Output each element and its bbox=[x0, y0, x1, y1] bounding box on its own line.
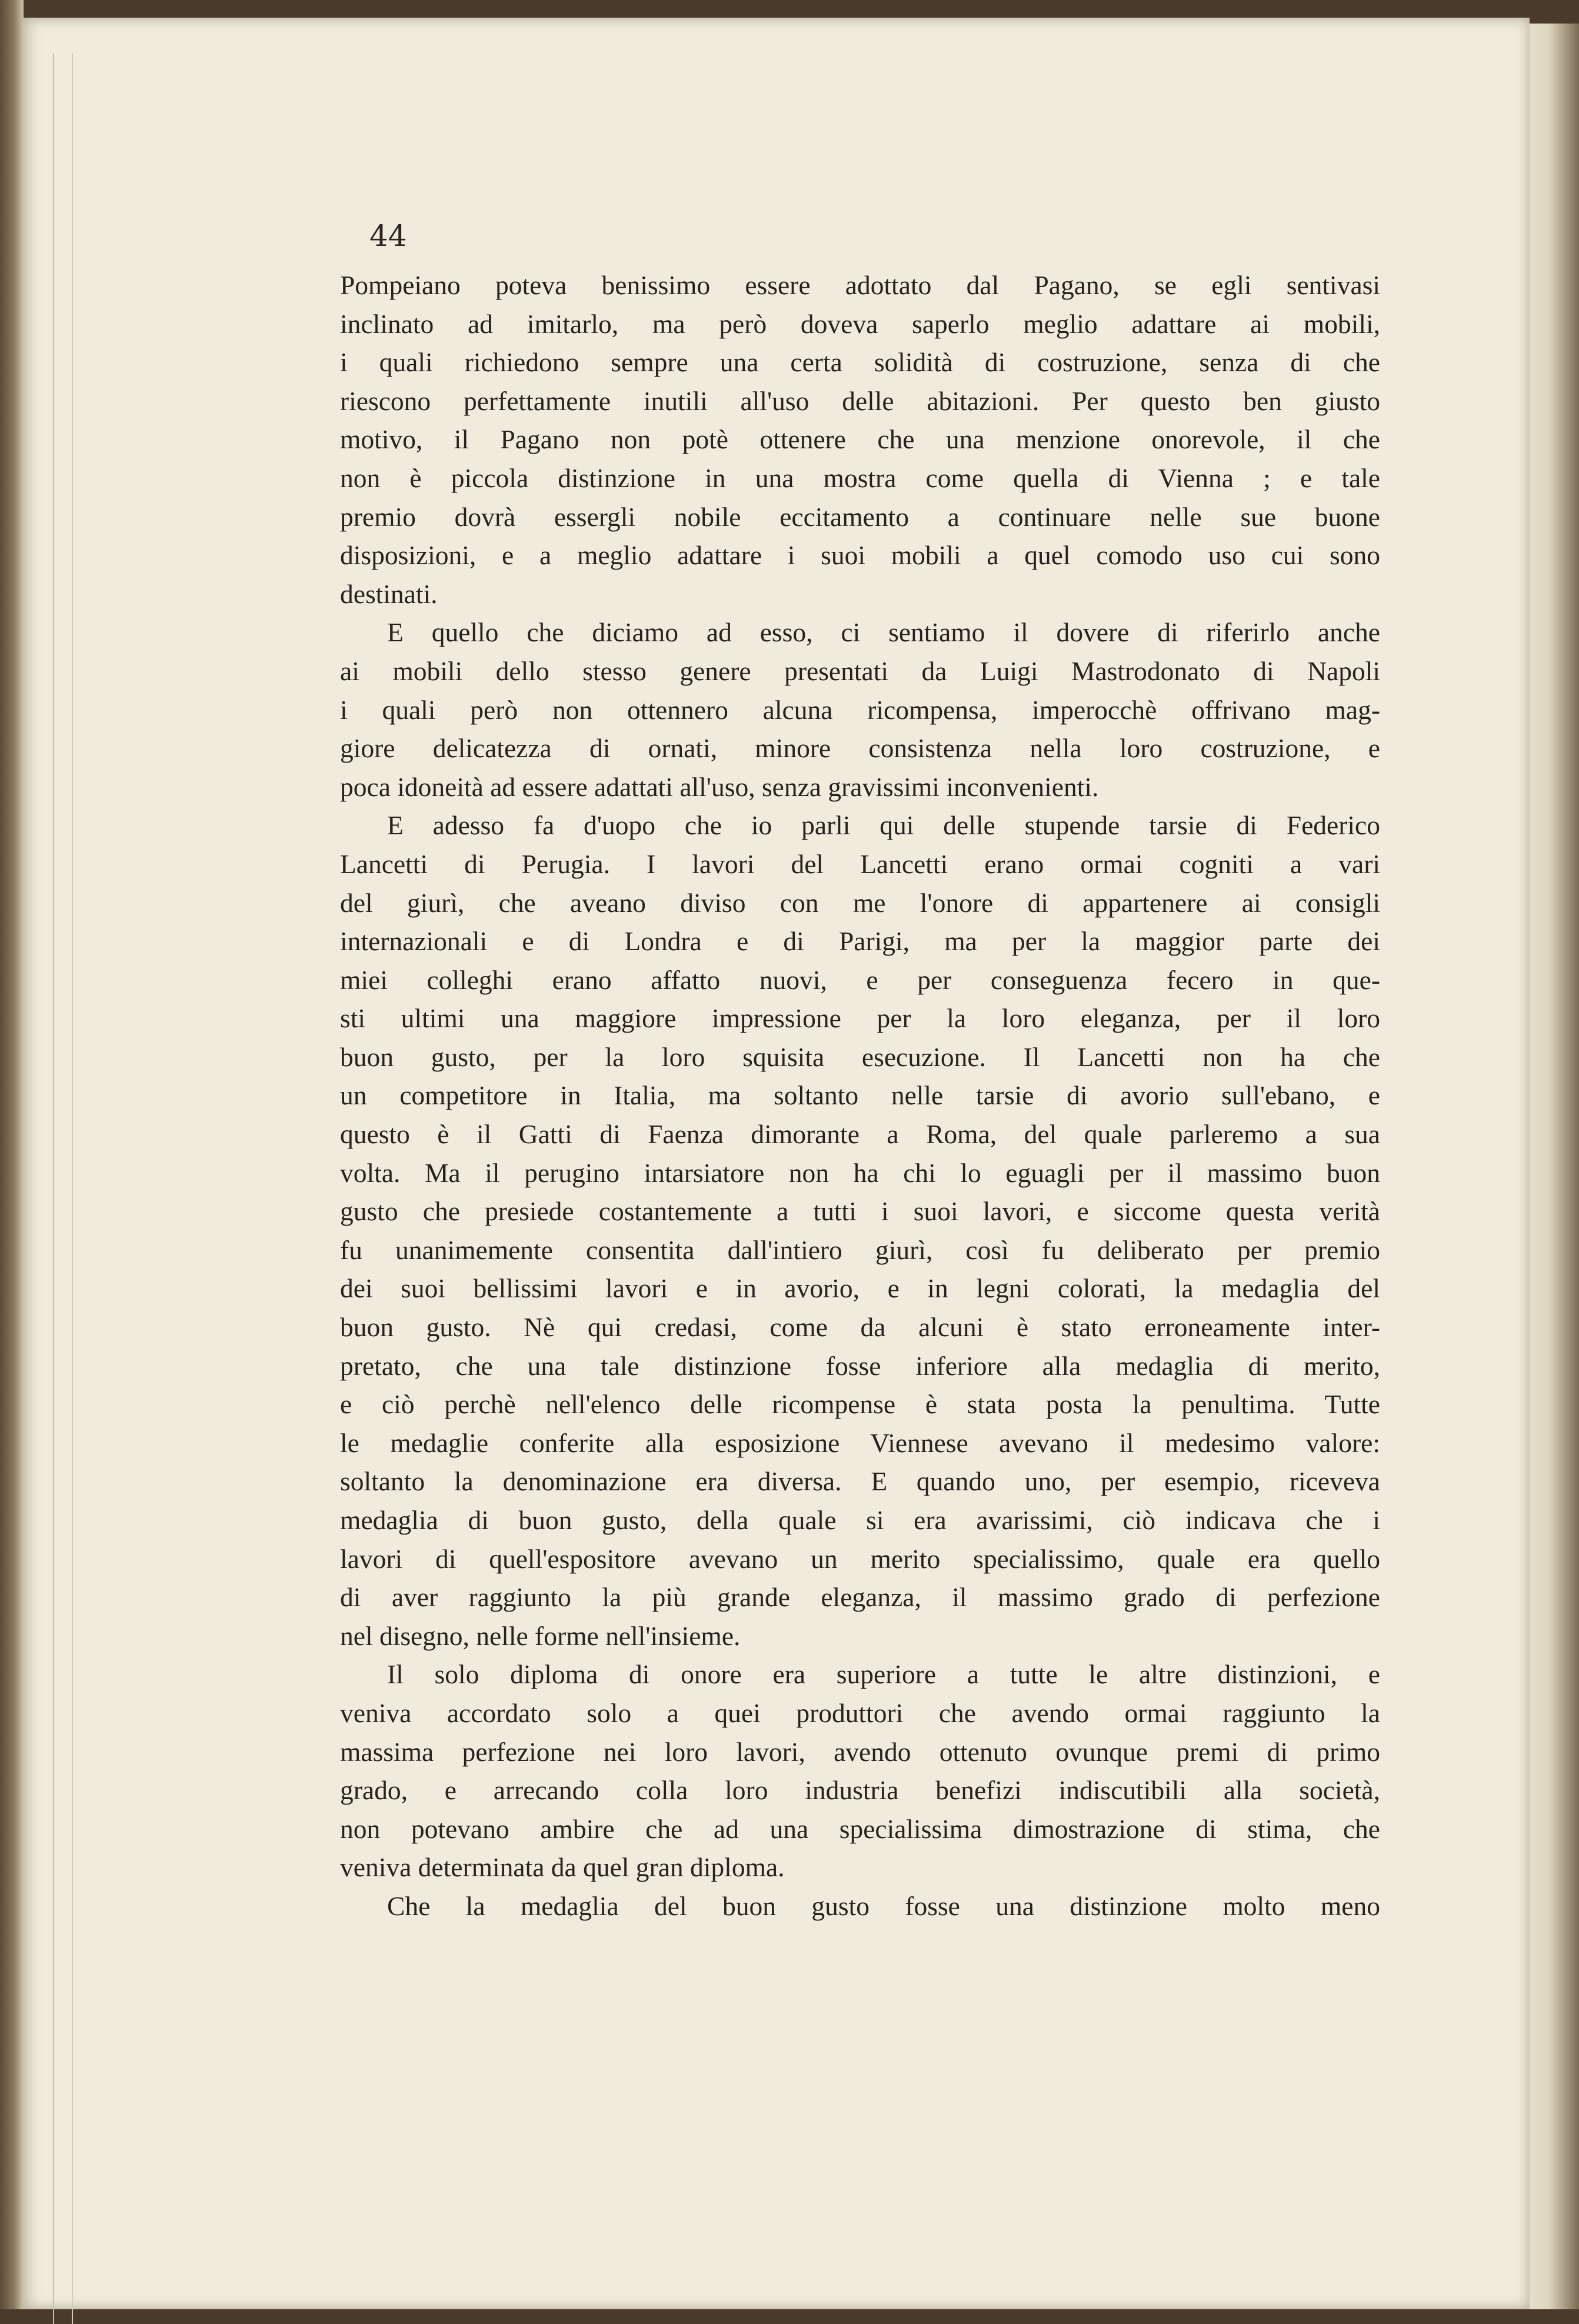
text-line: i quali però non ottennero alcuna ricompensa, imperocchè offrivano mag- bbox=[340, 694, 1380, 725]
text-line: fu unanimemente consentita dall'intiero giurì, così fu deliberato per premio bbox=[340, 1234, 1380, 1265]
text-line: disposizioni, e a meglio adattare i suoi mobili a quel comodo uso cui sono bbox=[340, 540, 1380, 571]
text-line: inclinato ad imitarlo, ma però doveva saperlo meglio adattare ai mobili, bbox=[340, 308, 1380, 339]
text-line: poca idoneità ad essere adattati all'uso, senza gravissimi inconvenienti. bbox=[340, 771, 1099, 802]
paragraph bbox=[340, 266, 1380, 613]
text-line: buon gusto, per la loro squisita esecuzione. Il Lancetti non ha che bbox=[340, 1041, 1380, 1072]
text-line: nel disegno, nelle forme nell'insieme. bbox=[340, 1620, 741, 1651]
paragraph bbox=[340, 806, 1380, 1655]
text-line: ai mobili dello stesso genere presentati da Luigi Mastrodonato di Napoli bbox=[340, 655, 1380, 686]
text-line: massima perfezione nei loro lavori, avendo ottenuto ovunque premi di primo bbox=[340, 1736, 1380, 1767]
binding-edge bbox=[53, 53, 73, 2324]
text-line: gusto che presiede costantemente a tutti i suoi lavori, e siccome questa verità bbox=[340, 1196, 1380, 1227]
text-line: del giurì, che aveano diviso con me l'onore di appartenere ai consigli bbox=[340, 887, 1380, 918]
paragraph bbox=[340, 613, 1380, 806]
text-line: veniva determinata da quel gran diploma. bbox=[340, 1852, 785, 1883]
underlying-page-edge bbox=[1530, 24, 1579, 2309]
text-line: sti ultimi una maggiore impressione per la loro eleganza, per il loro bbox=[340, 1003, 1380, 1034]
text-line: veniva accordato solo a quei produttori che avendo ormai raggiunto la bbox=[340, 1697, 1380, 1728]
page-number: 44 bbox=[369, 219, 407, 253]
text-line: medaglia di buon gusto, della quale si era avarissimi, ciò indicava che i bbox=[340, 1505, 1380, 1535]
text-line: non potevano ambire che ad una specialissima dimostrazione di stima, che bbox=[340, 1813, 1380, 1844]
text-line: E quello che diciamo ad esso, ci sentiamo il dovere di riferirlo anche bbox=[387, 617, 1380, 648]
text-line: pretato, che una tale distinzione fosse inferiore alla medaglia di merito, bbox=[340, 1350, 1380, 1381]
text-line: Pompeiano poteva benissimo essere adottato dal Pagano, se egli sentivasi bbox=[340, 270, 1380, 300]
text-line: i quali richiedono sempre una certa solidità di costruzione, senza di che bbox=[340, 347, 1380, 378]
text-line: e ciò perchè nell'elenco delle ricompense è stata posta la penultima. Tutte bbox=[340, 1389, 1380, 1420]
text-line: questo è il Gatti di Faenza dimorante a Roma, del quale parleremo a sua bbox=[340, 1119, 1380, 1150]
text-line: le medaglie conferite alla esposizione Viennese avevano il medesimo valore: bbox=[340, 1427, 1380, 1458]
paragraph bbox=[340, 1887, 1380, 1926]
text-line: un competitore in Italia, ma soltanto nelle tarsie di avorio sull'ebano, e bbox=[340, 1080, 1380, 1111]
text-line: E adesso fa d'uopo che io parli qui delle stupende tarsie di Federico bbox=[387, 810, 1380, 841]
text-line: motivo, il Pagano non potè ottenere che una menzione onorevole, il che bbox=[340, 424, 1380, 455]
text-line: buon gusto. Nè qui credasi, come da alcuni è stato erroneamente inter- bbox=[340, 1312, 1380, 1343]
text-line: Il solo diploma di onore era superiore a tutte le altre distinzioni, e bbox=[387, 1659, 1380, 1690]
text-line: riescono perfettamente inutili all'uso delle abitazioni. Per questo ben giusto bbox=[340, 385, 1380, 416]
text-line: grado, e arrecando colla loro industria benefizi indiscutibili alla società, bbox=[340, 1775, 1380, 1806]
text-line: giore delicatezza di ornati, minore consistenza nella loro costruzione, e bbox=[340, 733, 1380, 764]
text-line: lavori di quell'espositore avevano un merito specialissimo, quale era quello bbox=[340, 1543, 1380, 1574]
text-line: non è piccola distinzione in una mostra come quella di Vienna ; e tale bbox=[340, 462, 1380, 493]
text-line: volta. Ma il perugino intarsiatore non ha chi lo eguagli per il massimo buon bbox=[340, 1157, 1380, 1188]
text-line: premio dovrà essergli nobile eccitamento a continuare nelle sue buone bbox=[340, 501, 1380, 532]
text-line: destinati. bbox=[340, 578, 438, 609]
text-line: di aver raggiunto la più grande eleganza, il massimo grado di perfezione bbox=[340, 1582, 1380, 1613]
text-line: Lancetti di Perugia. I lavori del Lancetti erano ormai cogniti a vari bbox=[340, 848, 1380, 879]
text-line: Che la medaglia del buon gusto fosse una distinzione molto meno bbox=[387, 1890, 1380, 1921]
text-line: dei suoi bellissimi lavori e in avorio, e in legni colorati, la medaglia del bbox=[340, 1273, 1380, 1304]
paragraph bbox=[340, 1655, 1380, 1887]
text-line: internazionali e di Londra e di Parigi, ma per la maggior parte dei bbox=[340, 926, 1380, 957]
text-line: soltanto la denominazione era diversa. E quando uno, per esempio, riceveva bbox=[340, 1466, 1380, 1497]
scan-background-left bbox=[0, 0, 24, 2309]
body-text bbox=[340, 266, 1380, 1926]
text-line: miei colleghi erano affatto nuovi, e per conseguenza fecero in que- bbox=[340, 964, 1380, 995]
